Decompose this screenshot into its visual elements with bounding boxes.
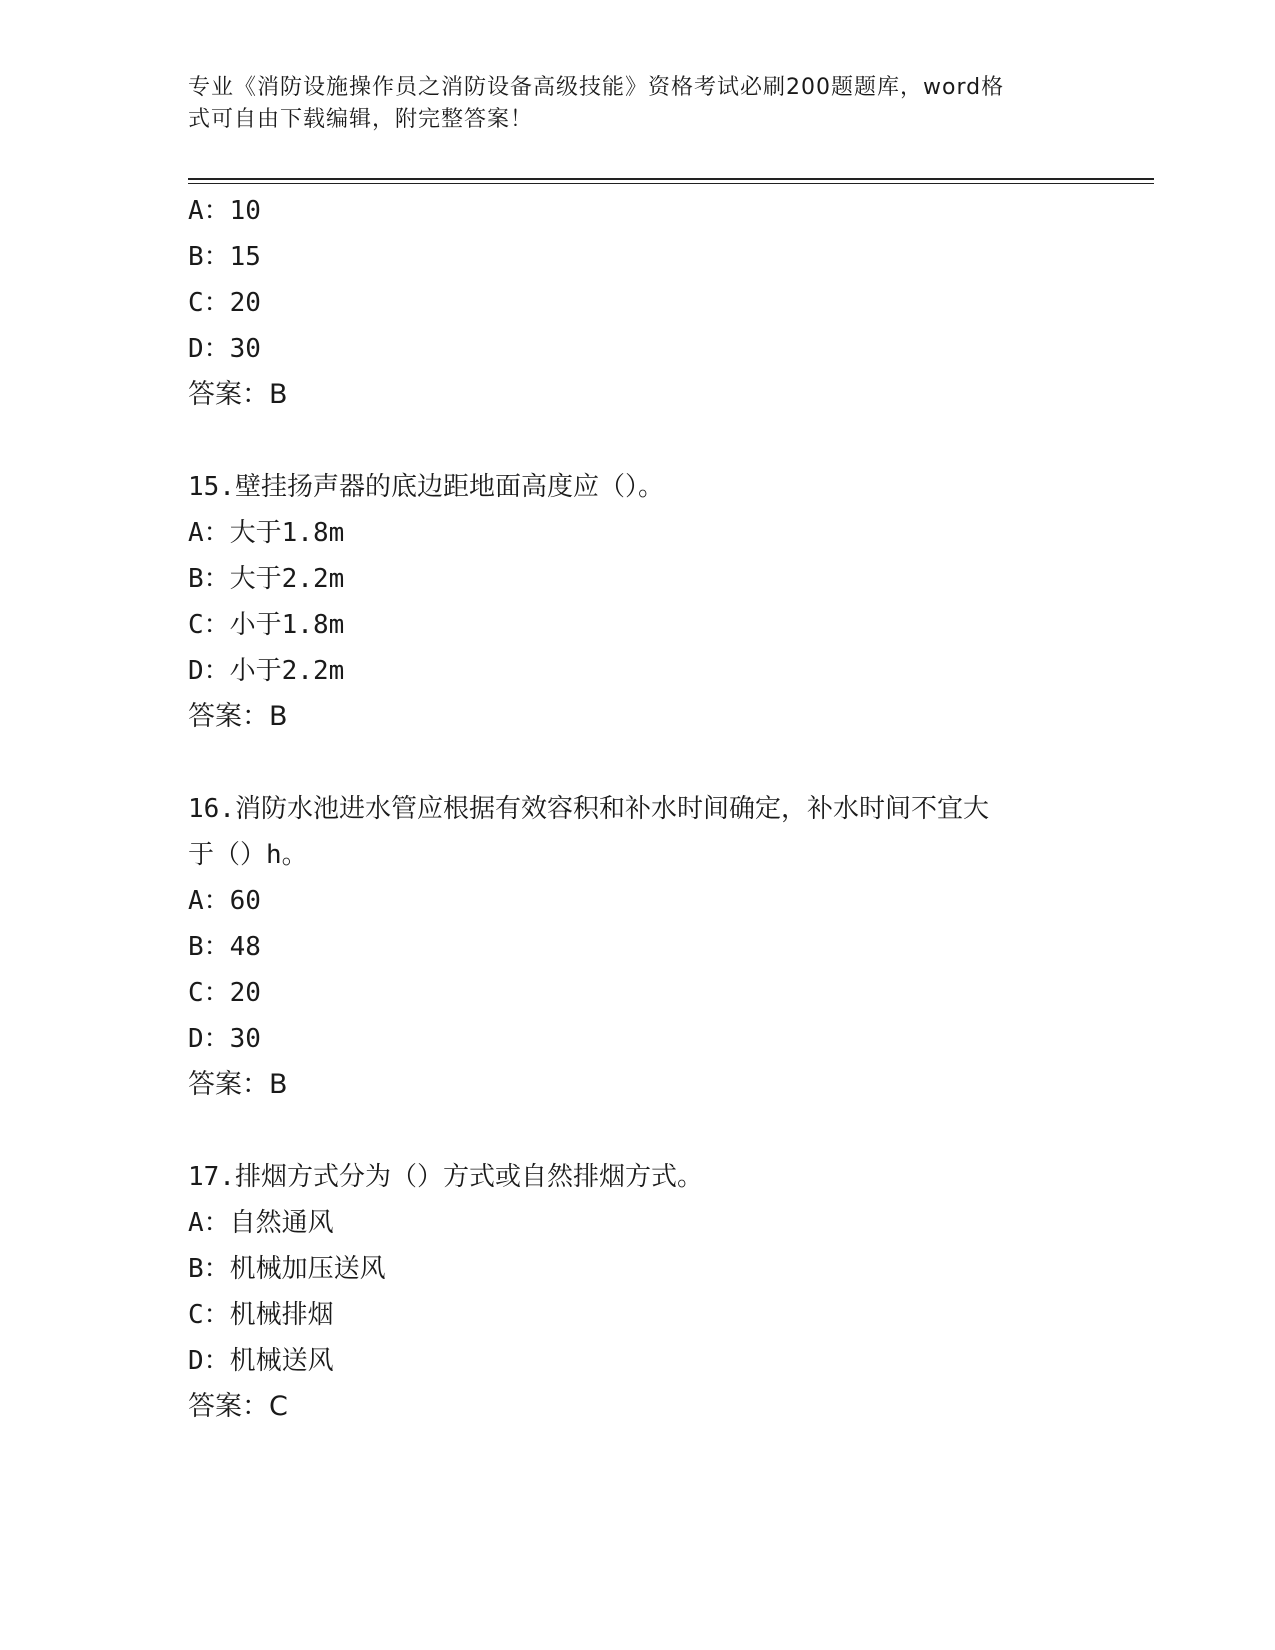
answer-line: 答案：B (188, 701, 288, 732)
document-header (188, 72, 1088, 136)
header-line-2: 式可自由下载编辑，附完整答案！ (188, 107, 534, 132)
question-list (188, 188, 1128, 1430)
question-block-15 (188, 464, 1128, 740)
option-a: A：10 (188, 196, 261, 226)
option-a: A：大于1.8m (188, 518, 345, 548)
spacer (188, 418, 1128, 464)
question-block-16 (188, 786, 1128, 1108)
option-d: D：30 (188, 1024, 261, 1054)
question-text-line-1: 16.消防水池进水管应根据有效容积和补水时间确定，补水时间不宜大 (188, 794, 989, 824)
option-d: D：30 (188, 334, 261, 364)
option-a: A：60 (188, 886, 261, 916)
header-divider-thick (188, 178, 1154, 180)
header-line-1: 专业《消防设施操作员之消防设备高级技能》资格考试必刷200题题库，word格 (188, 75, 1005, 100)
option-c: C：20 (188, 288, 261, 318)
answer-line: 答案：B (188, 1069, 288, 1100)
option-d: D：机械送风 (188, 1346, 334, 1376)
spacer (188, 740, 1128, 786)
question-text: 15.壁挂扬声器的底边距地面高度应（）。 (188, 472, 664, 502)
option-b: B：15 (188, 242, 261, 272)
header-divider-thin (188, 183, 1154, 184)
option-c: C：机械排烟 (188, 1300, 334, 1330)
question-block-17 (188, 1154, 1128, 1430)
question-block-14 (188, 188, 1128, 418)
question-text: 17.排烟方式分为（）方式或自然排烟方式。 (188, 1162, 703, 1192)
option-d: D：小于2.2m (188, 656, 345, 686)
option-c: C：小于1.8m (188, 610, 345, 640)
option-b: B：机械加压送风 (188, 1254, 386, 1284)
option-c: C：20 (188, 978, 261, 1008)
answer-line: 答案：B (188, 379, 288, 410)
answer-line: 答案：C (188, 1391, 288, 1422)
option-b: B：48 (188, 932, 261, 962)
option-b: B：大于2.2m (188, 564, 345, 594)
spacer (188, 1108, 1128, 1154)
question-text-line-2: 于（）h。 (188, 840, 308, 870)
option-a: A：自然通风 (188, 1208, 334, 1238)
